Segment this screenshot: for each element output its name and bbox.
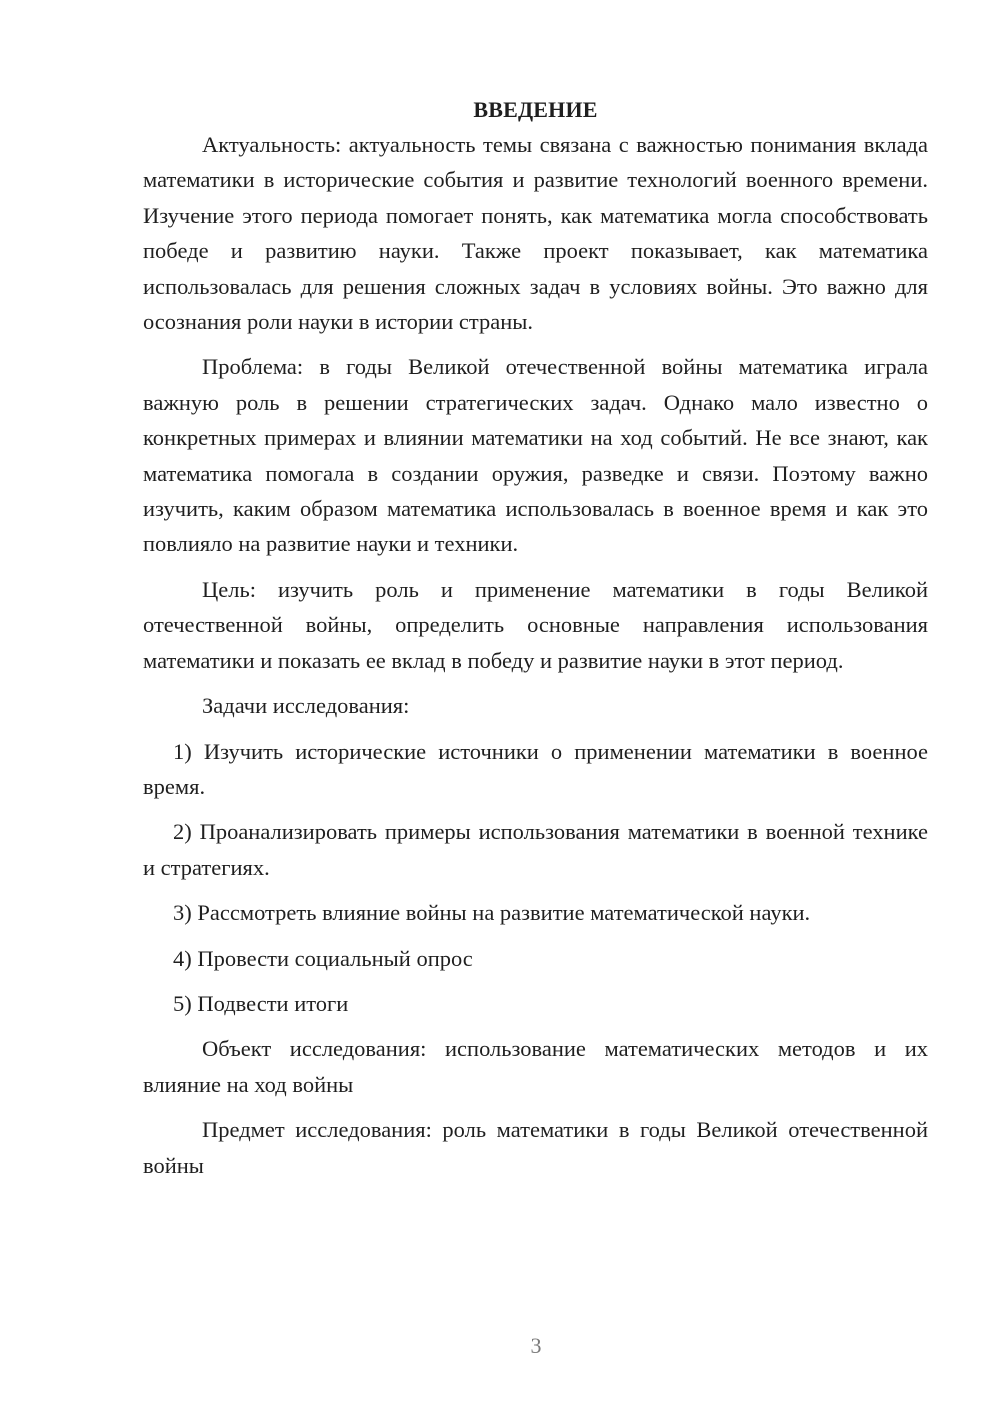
subject-paragraph: Предмет исследования: роль математики в годы Великой отечественной войны	[143, 1117, 928, 1178]
tasks-list	[143, 734, 928, 1022]
task-item-5: 5) Подвести итоги	[173, 990, 349, 1016]
task-item-3: 3) Рассмотреть влияние войны на развитие математической науки.	[173, 900, 811, 926]
relevance-paragraph: Актуальность: актуальность темы связана с важностью понимания вклада математики в исторические события и развитие технологий военного времени. Изучение этого периода помогает понять, как математика могла способствовать победе и развитию науки. Также проект показывает, как математика использовалась для решения сложных задач в условиях войны. Это важно для осознания роли науки в истории страны.	[143, 132, 928, 335]
object-paragraph: Объект исследования: использование математических методов и их влияние на ход войны	[143, 1036, 928, 1097]
problem-paragraph: Проблема: в годы Великой отечественной войны математика играла важную роль в решении стратегических задач. Однако мало известно о конкретных примерах и влиянии математики на ход событий. Не все знают, как математика помогала в создании оружия, разведке и связи. Поэтому важно изучить, каким образом математика использовалась в военное время и как это повлияло на развитие науки и техники.	[143, 354, 928, 557]
goal-paragraph: Цель: изучить роль и применение математики в годы Великой отечественной войны, определить основные направления использования математики и показать ее вклад в победу и развитие науки в этот период.	[143, 576, 928, 673]
task-item-4: 4) Провести социальный опрос	[173, 945, 473, 971]
task-item-1: 1) Изучить исторические источники о применении математики в военное время.	[143, 738, 928, 799]
section-title: ВВЕДЕНИЕ	[473, 97, 598, 122]
tasks-heading: Задачи исследования:	[202, 693, 410, 719]
page-number: 3	[530, 1333, 542, 1358]
task-item-2: 2) Проанализировать примеры использования математики в военной технике и стратегиях.	[143, 819, 928, 880]
document-page	[143, 92, 928, 1193]
